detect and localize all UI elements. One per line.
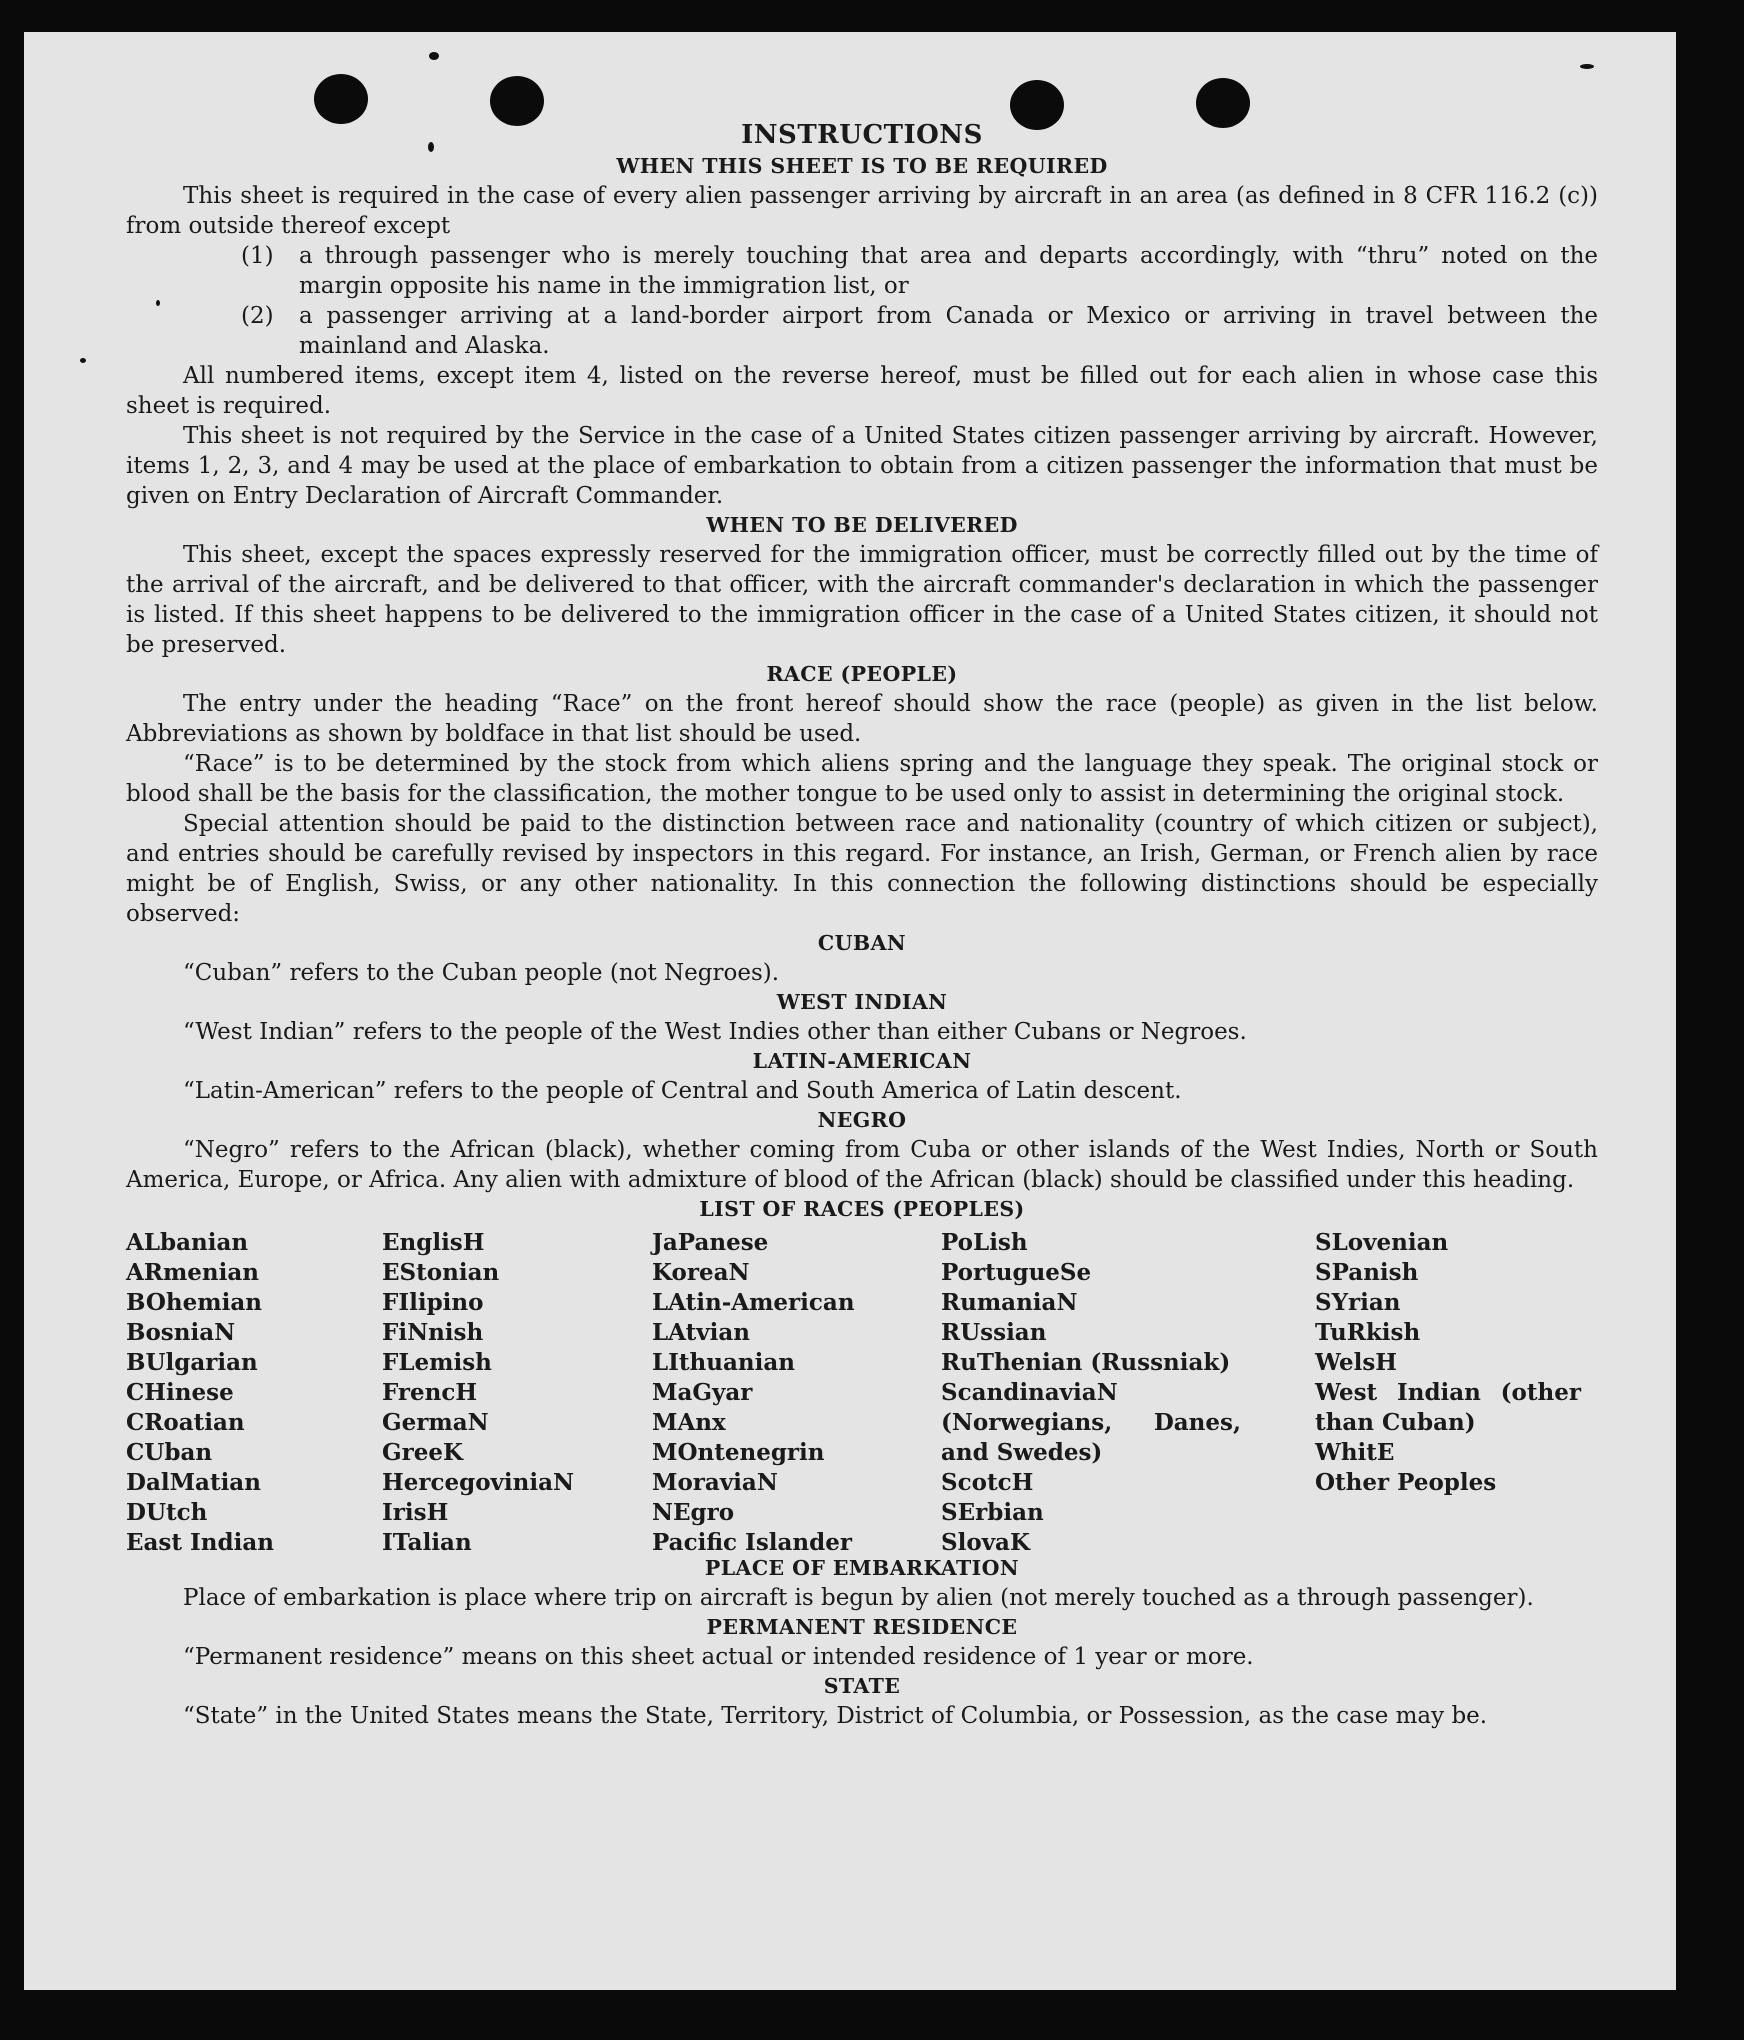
race-entry: BOhemian <box>126 1289 262 1316</box>
race-entry: SErbian <box>941 1499 1044 1526</box>
item-text-2: a passenger arriving at a land-border airport from Canada or Mexico or arriving in travel between the mainland and Alaska. <box>299 303 1598 359</box>
negro-text: “Negro” refers to the African (black), whether coming from Cuba or other islands of the West Indies, North or South America, Europe, or Africa. Any alien with admixture of blood of the African (black) should be classified under this heading. <box>126 1137 1598 1193</box>
race-entry: BosniaN <box>126 1319 236 1346</box>
document-sheet <box>24 32 1676 1990</box>
speck-4 <box>80 358 86 363</box>
race-entry: MaGyar <box>652 1379 753 1406</box>
race-entry: KoreaN <box>652 1259 750 1286</box>
race-entry: PoLish <box>941 1229 1028 1256</box>
race-entry: West Indian (other than Cuban) <box>1315 1379 1581 1436</box>
races-column-3 <box>652 1228 855 1558</box>
heading-list-of-races: LIST OF RACES (PEOPLES) <box>699 1197 1025 1221</box>
race-entry: LAtvian <box>652 1319 750 1346</box>
race-entry: FLemish <box>382 1349 492 1376</box>
heading-negro: NEGRO <box>817 1108 907 1132</box>
item-text-1: a through passenger who is merely touching that area and departs accordingly, with “thru” noted on the margin opposite his name in the immigration list, or <box>299 243 1598 299</box>
race-entry: SYrian <box>1315 1289 1401 1316</box>
required-paragraph-3: This sheet is not required by the Service in the case of a United States citizen passenger arriving by aircraft. However, items 1, 2, 3, and 4 may be used at the place of embarkation to obtain from a citizen passenger the information that must be given on Entry Declaration of Aircraft Commander. <box>126 423 1598 509</box>
heading-race: RACE (PEOPLE) <box>766 662 958 686</box>
residence-text: “Permanent residence” means on this sheet actual or intended residence of 1 year or more. <box>183 1644 1254 1670</box>
required-paragraph-1: This sheet is required in the case of every alien passenger arriving by aircraft in an area (as defined in 8 CFR 116.2 (c)) from outside thereof except <box>126 183 1598 239</box>
heading-permanent-residence: PERMANENT RESIDENCE <box>706 1615 1018 1639</box>
race-entry: MAnx <box>652 1409 726 1436</box>
heading-west-indian: WEST INDIAN <box>776 990 948 1014</box>
race-entry: PortugueSe <box>941 1259 1092 1286</box>
race-entry: SPanish <box>1315 1259 1419 1286</box>
race-entry: TuRkish <box>1315 1319 1421 1346</box>
state-text: “State” in the United States means the State, Territory, District of Columbia, or Possession, as the case may be. <box>183 1703 1488 1729</box>
race-entry: DalMatian <box>126 1469 261 1496</box>
races-list <box>126 1228 1598 1554</box>
race-entry: NEgro <box>652 1499 735 1526</box>
races-column-2 <box>382 1228 574 1558</box>
race-entry: East Indian <box>126 1529 274 1556</box>
race-entry: CUban <box>126 1439 213 1466</box>
race-entry: CRoatian <box>126 1409 245 1436</box>
race-entry: CHinese <box>126 1379 234 1406</box>
race-entry: RUssian <box>941 1319 1047 1346</box>
required-paragraph-2: All numbered items, except item 4, listed on the reverse hereof, must be filled out for each alien in whose case this sheet is required. <box>126 363 1598 419</box>
heading-cuban: CUBAN <box>817 931 907 955</box>
race-entry: LIthuanian <box>652 1349 795 1376</box>
race-entry: FrencH <box>382 1379 478 1406</box>
races-column-5 <box>1315 1228 1581 1498</box>
race-entry: SlovaK <box>941 1529 1030 1556</box>
cuban-text: “Cuban” refers to the Cuban people (not Negroes). <box>183 960 780 986</box>
race-paragraph-3: Special attention should be paid to the distinction between race and nationality (country of which citizen or subject), and entries should be carefully revised by inspectors in this regard. For instance, an Irish, German, or French alien by race might be of English, Swiss, or any other nationality. In this connection the following distinctions should be especially observed: <box>126 811 1598 927</box>
page-title: INSTRUCTIONS <box>741 120 983 150</box>
race-entry: HercegoviniaN <box>382 1469 575 1496</box>
race-entry: ScandinaviaN (Norwegians, Danes, and Swedes) <box>941 1379 1241 1466</box>
race-entry: SLovenian <box>1315 1229 1449 1256</box>
speck-2 <box>1580 64 1594 69</box>
race-entry: MoraviaN <box>652 1469 778 1496</box>
west-indian-text: “West Indian” refers to the people of the West Indies other than either Cubans or Negroes. <box>183 1019 1247 1045</box>
punch-hole-1 <box>314 74 368 124</box>
race-entry: ScotcH <box>941 1469 1034 1496</box>
item-number-2: (2) <box>241 303 274 329</box>
race-entry: BUlgarian <box>126 1349 258 1376</box>
race-entry: IrisH <box>382 1499 449 1526</box>
delivered-paragraph: This sheet, except the spaces expressly reserved for the immigration officer, must be correctly filled out by the time of the arrival of the aircraft, and be delivered to that officer, with the aircraft commander's declaration in which the passenger is listed. If this sheet happens to be delivered to the immigration officer in the case of a United States citizen, it should not be preserved. <box>126 542 1598 658</box>
race-entry: Other Peoples <box>1315 1469 1497 1496</box>
race-entry: FiNnish <box>382 1319 484 1346</box>
latin-american-text: “Latin-American” refers to the people of Central and South America of Latin descent. <box>183 1078 1182 1104</box>
race-entry: Pacific Islander <box>652 1529 852 1556</box>
race-entry: LAtin-American <box>652 1289 855 1316</box>
race-entry: ITalian <box>382 1529 472 1556</box>
races-column-1 <box>126 1228 274 1558</box>
instructions-body <box>126 118 1598 1731</box>
heading-latin-american: LATIN-AMERICAN <box>752 1049 972 1073</box>
exception-item-1 <box>126 241 1598 301</box>
race-entry: JaPanese <box>652 1229 769 1256</box>
race-entry: GermaN <box>382 1409 489 1436</box>
race-entry: EStonian <box>382 1259 500 1286</box>
race-entry: EnglisH <box>382 1229 485 1256</box>
heading-place-of-embarkation: PLACE OF EMBARKATION <box>704 1556 1020 1580</box>
heading-when-delivered: WHEN TO BE DELIVERED <box>706 513 1018 537</box>
heading-state: STATE <box>823 1674 901 1698</box>
heading-when-required: WHEN THIS SHEET IS TO BE REQUIRED <box>616 154 1108 178</box>
race-paragraph-2: “Race” is to be determined by the stock from which aliens spring and the language they speak. The original stock or blood shall be the basis for the classification, the mother tongue to be used only to assist in determining the original stock. <box>126 751 1598 807</box>
race-entry: MOntenegrin <box>652 1439 825 1466</box>
race-entry: DUtch <box>126 1499 208 1526</box>
exception-item-2 <box>126 301 1598 361</box>
speck-1 <box>429 52 439 60</box>
race-entry: FIlipino <box>382 1289 484 1316</box>
race-entry: GreeK <box>382 1439 464 1466</box>
race-entry: WhitE <box>1315 1439 1395 1466</box>
races-column-4 <box>941 1228 1241 1558</box>
race-paragraph-1: The entry under the heading “Race” on the front hereof should show the race (people) as given in the list below. Abbreviations as shown by boldface in that list should be used. <box>126 691 1598 747</box>
race-entry: ARmenian <box>126 1259 260 1286</box>
race-entry: RuThenian (Russniak) <box>941 1349 1231 1376</box>
race-entry: WelsH <box>1315 1349 1398 1376</box>
item-number-1: (1) <box>241 243 274 269</box>
embarkation-text: Place of embarkation is place where trip on aircraft is begun by alien (not merely touched as a through passenger). <box>183 1585 1534 1611</box>
race-entry: ALbanian <box>126 1229 249 1256</box>
race-entry: RumaniaN <box>941 1289 1078 1316</box>
